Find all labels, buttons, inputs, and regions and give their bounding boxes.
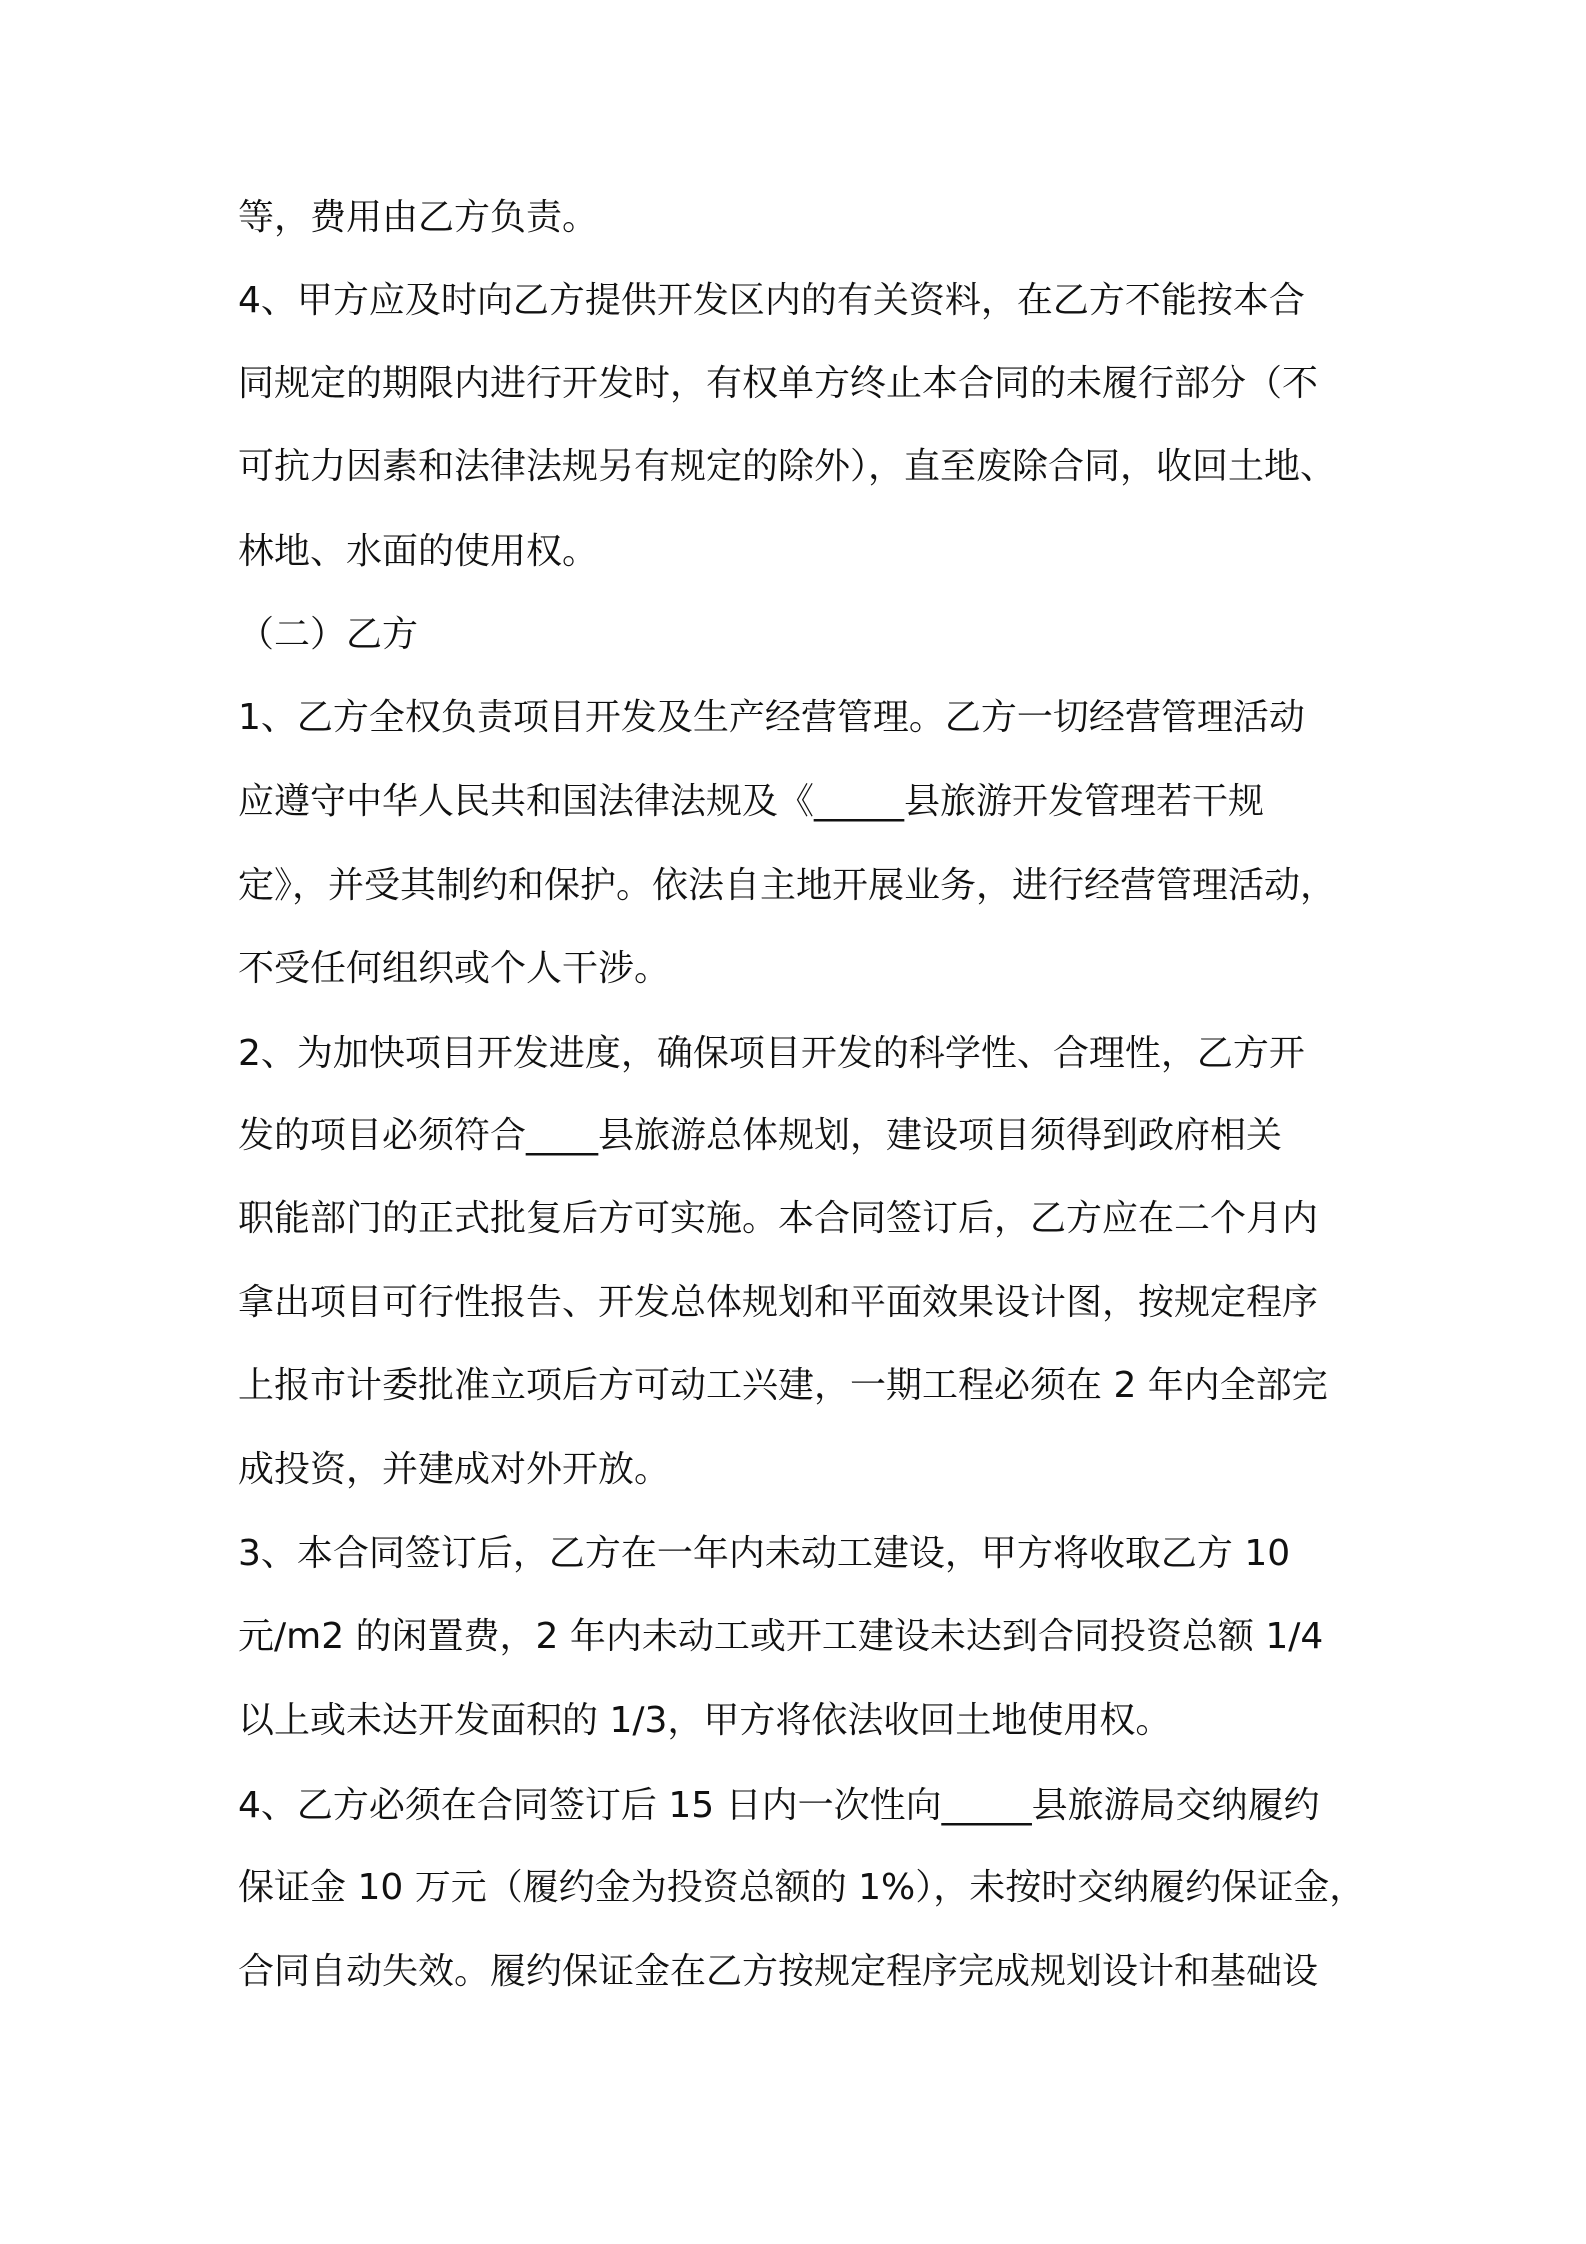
text-line: 定》，并受其制约和保护。依法自主地开展业务，进行经营管理活动，	[238, 865, 1337, 906]
text-line: 保证金 10 万元（履约金为投资总额的 1%），未按时交纳履约保证金，	[238, 1867, 1366, 1908]
text-line: 成投资，并建成对外开放。	[238, 1449, 671, 1490]
text-line: 应遵守中华人民共和国法律法规及《_____县旅游开发管理若干规	[238, 781, 1265, 822]
text-line: 上报市计委批准立项后方可动工兴建，一期工程必须在 2 年内全部完	[238, 1365, 1328, 1406]
text-line: 2、为加快项目开发进度，确保项目开发的科学性、合理性，乙方开	[238, 1033, 1305, 1074]
text-line: 林地、水面的使用权。	[238, 531, 599, 572]
text-line: 元/m2 的闲置费，2 年内未动工或开工建设未达到合同投资总额 1/4	[238, 1616, 1324, 1657]
text-line: 可抗力因素和法律法规另有规定的除外），直至废除合同，收回土地、	[238, 446, 1337, 487]
text-line: 4、甲方应及时向乙方提供开发区内的有关资料，在乙方不能按本合	[238, 280, 1305, 321]
text-line: 不受任何组织或个人干涉。	[238, 948, 671, 989]
section-heading: （二）乙方	[238, 614, 419, 655]
text-line: 4、乙方必须在合同签订后 15 日内一次性向_____县旅游局交纳履约	[238, 1785, 1320, 1826]
text-line: 1、乙方全权负责项目开发及生产经营管理。乙方一切经营管理活动	[238, 697, 1305, 738]
text-line: 等，费用由乙方负责。	[238, 197, 599, 238]
text-line: 以上或未达开发面积的 1/3，甲方将依法收回土地使用权。	[238, 1700, 1172, 1741]
text-line: 同规定的期限内进行开发时，有权单方终止本合同的未履行部分（不	[238, 363, 1319, 404]
text-line: 合同自动失效。履约保证金在乙方按规定程序完成规划设计和基础设	[238, 1951, 1319, 1992]
text-line: 3、本合同签订后，乙方在一年内未动工建设，甲方将收取乙方 10	[238, 1533, 1291, 1574]
text-line: 发的项目必须符合____县旅游总体规划，建设项目须得到政府相关	[238, 1115, 1283, 1156]
text-line: 职能部门的正式批复后方可实施。本合同签订后，乙方应在二个月内	[238, 1198, 1319, 1239]
text-line: 拿出项目可行性报告、开发总体规划和平面效果设计图，按规定程序	[238, 1282, 1319, 1323]
